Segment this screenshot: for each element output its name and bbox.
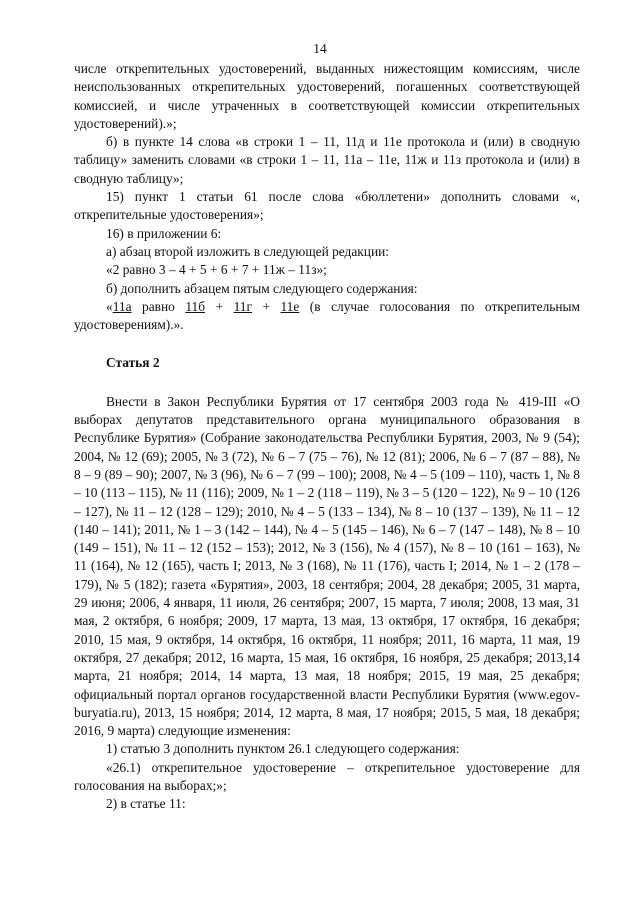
formula-plus: + [251,298,281,314]
paragraph-item-a: а) абзац второй изложить в следующей редакции: [106,243,390,259]
paragraph-item-16: 16) в приложении 6: [106,225,222,241]
article-heading: Статья 2 [106,355,160,371]
formula-rest: (в случае голосования по открепительным удостоверениям).». [74,298,580,333]
paragraph-item-2: 2) в статье 11: [106,796,186,812]
formula-term-11g: 11г [233,298,252,314]
formula-equals: равно [131,298,186,314]
paragraph-definition-26-1: «26.1) открепительное удостоверение – открепительное удостоверение для голосования на выборах;»; [74,759,580,793]
formula-open: « [106,298,113,314]
formula-term-11e: 11е [280,298,300,314]
paragraph-continuation: числе открепительных удостоверений, выданных нижестоящим комиссиям, числе неиспользованных открепительных удостоверений, погашенных соответствующей комиссией, и числе утраченных в соответствующей комиссии открепительных удостоверений).»; [74,61,580,131]
paragraph-item-b: б) дополнить абзацем пятым следующего содержания: [106,280,418,296]
formula-term-11a: 11а [112,298,132,314]
formula-term-11b: 11б [185,298,206,314]
paragraph-item-b-14: б) в пункте 14 слова «в строки 1 – 11, 11д и 11е протокола и (или) в сводную таблицу» заменить словами «в строки 1 – 11, 11а – 11е, 11ж и 11з протокола и (или) в сводную таблицу»; [74,134,580,186]
formula-plus: + [205,298,234,314]
paragraph-amendment-intro: Внести в Закон Республики Бурятия от 17 сентября 2003 года № 419-III «О выборах депутатов представительного органа муниципального образования в Республике Бурятия» (Собрание законодательства Республики Бурятия, 2003, № 9 (54); 2004, № 12 (69); 2005, № 3 (72), № 6 – 7 (75 – 76), № 12 (81); 2006, № 6 – 7 (87 – 88), № 8 – 9 (89 – 90); 2007, № 3 (96), № 6 – 7 (99 – 100); 2008, № 4 – 5 (109 – 110), часть 1, № 8 – 10 (113 – 115), № 11 (116); 2009, № 1 – 2 (118 – 119), № 3 – 5 (120 – 122), № 9 – 10 (126 – 127), № 11 – 12 (128 – 129); 2010, № 4 – 5 (133 – 134), № 8 – 10 (137 – 139), № 11 – 12 (140 – 141); 2011, № 1 – 3 (142 – 144), № 4 – 5 (145 – 146), № 6 – 7 (147 – 148), № 8 – 10 (149 – 151), № 11 – 12 (152 – 153); 2012, № 3 (156), № 4 (157), № 8 – 10 (161 – 163), № 11 (164), № 12 (165), часть I; 2013, № 3 (168), № 11 (176), часть I; 2014, № 1 – 2 (178 – 179), № 5 (182); газета «Бурятия», 2003, 18 сентября; 2004, 28 декабря; 2005, 31 марта, 29 июня; 2006, 4 января, 11 июля, 26 сентября; 2007, 15 марта, 7 июля; 2008, 13 мая, 31 мая, 2 октября, 6 ноября; 2009, 17 марта, 13 мая, 13 октября, 17 октября, 16 декабря; 2010, 15 мая, 9 октября, 14 октября, 16 октября, 11 ноября; 2011, 16 марта, 11 мая, 19 октября, 27 декабря; 2012, 16 марта, 15 мая, 16 октября, 16 ноября, 25 декабря; 2013,14 марта, 21 ноября; 2014, 14 марта, 13 мая, 18 ноября; 2015, 19 мая, 25 декабря; официальный портал органов государственной власти Республики Бурятия (www.egov-buryatia.ru), 2013, 15 ноября; 2014, 12 марта, 8 мая, 17 ноября; 2015, 5 мая, 18 декабря; 2016, 9 марта) следующие изменения: [74,393,580,739]
paragraph-item-1: 1) статью 3 дополнить пунктом 26.1 следующего содержания: [106,741,460,757]
paragraph-formula-11a [74,298,580,335]
paragraph-item-15: 15) пункт 1 статьи 61 после слова «бюллетени» дополнить словами «, открепительные удостоверения»; [74,189,580,223]
page-number: 14 [313,41,327,56]
paragraph-formula-2: «2 равно 3 – 4 + 5 + 6 + 7 + 11ж – 11з»; [106,262,327,278]
document-body [74,60,580,814]
